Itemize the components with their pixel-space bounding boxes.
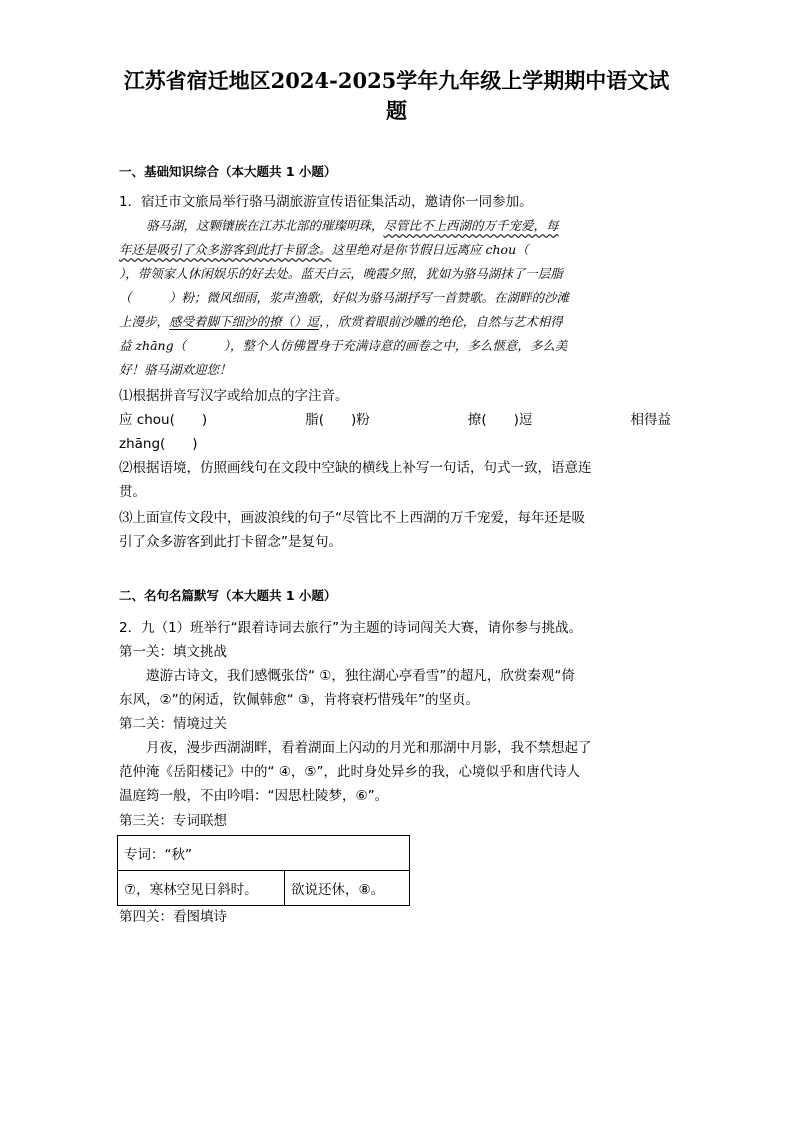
level-2-line-2: 范仲淹《岳阳楼记》中的“ ④，⑤”，此时身处异乡的我，心境似乎和唐代诗人	[119, 764, 580, 780]
sub-question-2-line-1: ⑵根据语境，仿照画线句在文段中空缺的横线上补写一句话，句式一致，语意连	[119, 460, 592, 476]
level-4-title: 第四关：看图填诗	[119, 909, 227, 925]
sub-question-3-line-2: 引了众多游客到此打卡留念”是复句。	[119, 534, 342, 550]
sub-question-1: ⑴根据拼音写汉字或给加点的字注音。	[119, 388, 349, 404]
word-association-table	[117, 835, 410, 906]
passage-line-5: 上漫步，感受着脚下细沙的撩（）逗，，欣赏着眼前沙雕的绝伦，自然与艺术相得	[119, 314, 563, 329]
table-header-cell: 专词：“秋”	[118, 836, 410, 871]
section-2-heading: 二、名句名篇默写（本大题共 1 小题）	[119, 588, 337, 603]
level-2-line-1: 月夜，漫步西湖湖畔，看着湖面上闪动的月光和那湖中月影，我不禁想起了	[146, 740, 592, 756]
level-2-line-3: 温庭筠一般，不由吟唱：“因思杜陵梦，⑥”。	[119, 788, 389, 804]
blank-liao: 撩( )逗	[467, 412, 533, 428]
passage-line-3: ），带领家人休闲娱乐的好去处。蓝天白云，晚霞夕照，犹如为骆马湖抹了一层脂	[119, 266, 563, 281]
table-cell-8: 欲说还休，⑧。	[285, 871, 410, 906]
document-title	[110, 66, 683, 126]
level-3-title: 第三关：专词联想	[119, 813, 227, 829]
section-1-heading: 一、基础知识综合（本大题共 1 小题）	[119, 164, 337, 179]
passage-line-4: （ ）粉；微风细雨，浆声渔歌，好似为骆马湖抒写一首赞歌。在湖畔的沙滩	[119, 290, 570, 305]
title-line-2: 题	[386, 98, 407, 123]
underlined-sentence: 感受着脚下细沙的撩（）逗	[169, 314, 320, 329]
level-2-title: 第二关：情境过关	[119, 716, 227, 732]
question-2-stem: 2．九（1）班举行“跟着诗词去旅行”为主题的诗词闯关大赛，请你参与挑战。	[119, 620, 583, 636]
level-1-line-2: 东风，②”的闲适，钦佩韩愈“ ③，肯将衰朽惜残年”的坚贞。	[119, 692, 479, 708]
passage-line-7: 好！骆马湖欢迎您！	[119, 362, 232, 377]
table-cell-7: ⑦，寒林空见日斜时。	[118, 871, 285, 906]
sub-question-2-line-2: 贯。	[119, 484, 146, 500]
passage-line-2: 年还是吸引了众多游客到此打卡留念。这里绝对是你节假日远离应 chou（	[119, 242, 529, 257]
wavy-underlined-sentence-cont: 年还是吸引了众多游客到此打卡留念。	[119, 242, 332, 257]
passage-line-6: 益 zhāng（ ），整个人仿佛置身于充满诗意的画卷之中，多么惬意，多么美	[119, 338, 568, 353]
level-1-line-1: 遨游古诗文，我们感慨张岱“ ①，独往湖心亭看雪”的超凡，欣赏秦观“倚	[146, 668, 575, 684]
level-1-title: 第一关：填文挑战	[119, 644, 227, 660]
answer-blanks-row	[119, 408, 671, 432]
blank-zhang: zhāng( )	[119, 436, 198, 452]
passage-line-1: 骆马湖，这颗镶嵌在江苏北部的璀璨明珠，尽管比不上西湖的万千宠爱，每	[146, 218, 559, 233]
blank-chou: 应 chou( )	[119, 412, 208, 428]
title-line-1: 江苏省宿迁地区2024-2025学年九年级上学期期中语文试	[123, 68, 670, 93]
wavy-underlined-sentence: 尽管比不上西湖的万千宠爱，每	[383, 218, 559, 233]
question-1-stem: 1．宿迁市文旅局举行骆马湖旅游宣传语征集活动，邀请你一同参加。	[119, 194, 533, 210]
blank-zhi: 脂( )粉	[305, 412, 370, 428]
sub-question-3-line-1: ⑶上面宣传文段中，画波浪线的句子“尽管比不上西湖的万千宠爱，每年还是吸	[119, 510, 585, 526]
blank-xiangdeyi: 相得益	[630, 412, 671, 428]
